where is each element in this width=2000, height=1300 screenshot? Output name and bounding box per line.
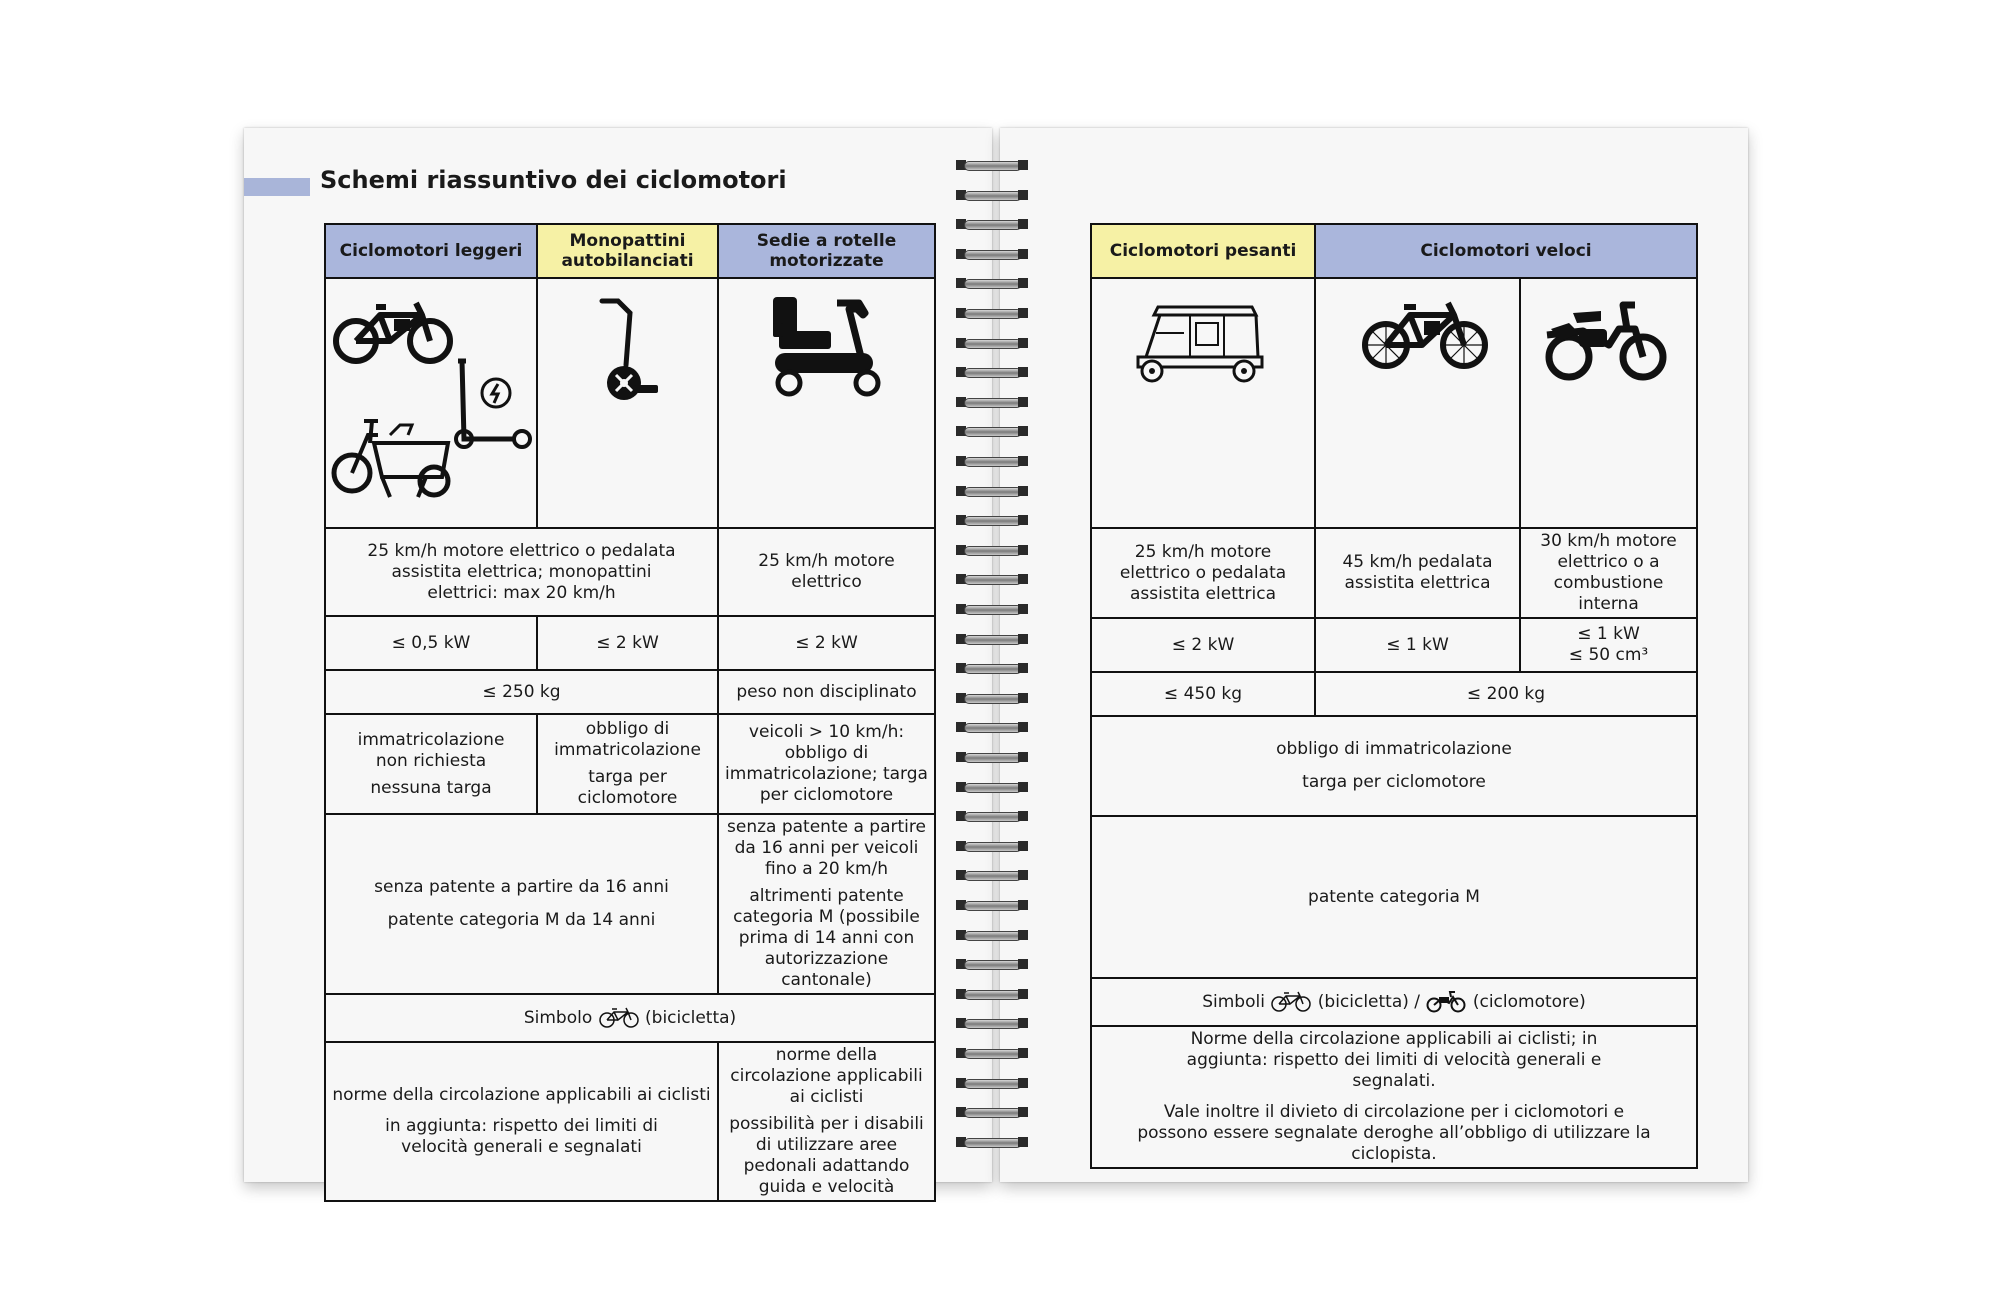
- weight-cell-leggeri: ≤ 250 kg: [325, 670, 718, 714]
- moped-caption: (ciclomotore): [1472, 992, 1586, 1012]
- bicycle-caption: (bicicletta) /: [1317, 992, 1421, 1012]
- spiral-coil: [954, 365, 1030, 379]
- spiral-coil: [954, 632, 1030, 646]
- spiral-coil: [954, 276, 1030, 290]
- spiral-coil: [954, 513, 1030, 527]
- license-text-1: senza patente a partire da 16 anni: [374, 877, 669, 897]
- registration-cell-sedie: veicoli > 10 km/h: obbligo di immatricolazione; targa per ciclomotore: [718, 714, 935, 814]
- spiral-coil: [954, 780, 1030, 794]
- license-cell-right: patente categoria M: [1091, 816, 1697, 978]
- plate-text: targa per ciclomotore: [1302, 772, 1486, 792]
- image-cell-sedie: [718, 278, 935, 528]
- spiral-coil: [954, 957, 1030, 971]
- rules-cell-sedie: [718, 1042, 935, 1201]
- symbols-label: Simboli: [1202, 992, 1265, 1012]
- spiral-coil: [954, 395, 1030, 409]
- rules-cell-leggeri: [325, 1042, 718, 1201]
- spiral-coil: [954, 158, 1030, 172]
- moped-icon: [1543, 301, 1669, 385]
- symbol-caption: (bicicletta): [645, 1008, 737, 1028]
- spiral-coil: [954, 868, 1030, 882]
- symbol-label: Simbolo: [523, 1008, 593, 1028]
- spiral-coil: [954, 898, 1030, 912]
- spiral-coil: [954, 750, 1030, 764]
- speed-cell-veloci-moped: 30 km/h motore elettrico o a combustione interna: [1520, 528, 1697, 618]
- page-title: Schemi riassuntivo dei ciclomotori: [320, 166, 787, 194]
- registration-cell-monopattini: [537, 714, 718, 814]
- registration-cell-leggeri: [325, 714, 537, 814]
- registration-text: obbligo di immatricolazione: [554, 719, 701, 760]
- symbol-cell-right: [1091, 978, 1697, 1026]
- cargo-bike-icon: [330, 415, 456, 503]
- header-sedie-a-rotelle: Sedie a rotelle motorizzate: [718, 224, 935, 278]
- spiral-coil: [954, 1076, 1030, 1090]
- spiral-coil: [954, 306, 1030, 320]
- spiral-binding: [954, 158, 1030, 1158]
- spiral-coil: [954, 1105, 1030, 1119]
- image-cell-monopattini: [537, 278, 718, 528]
- spiral-coil: [954, 1016, 1030, 1030]
- power-cell-veloci-moped: [1520, 618, 1697, 672]
- rules-text-2: Vale inoltre il divieto di circolazione per i ciclomotori e possono essere segnalate deroghe all’obbligo di utilizzare la ciclopista.: [1137, 1102, 1651, 1164]
- weight-cell-sedie: peso non disciplinato: [718, 670, 935, 714]
- image-cell-veloci-ebike: [1315, 278, 1520, 528]
- license-text-1: senza patente a partire da 16 anni per veicoli fino a 20 km/h: [727, 817, 926, 879]
- displacement-value: ≤ 50 cm³: [1568, 645, 1649, 665]
- spiral-coil: [954, 987, 1030, 1001]
- rules-text-1: norme della circolazione applicabili ai ciclisti: [730, 1045, 923, 1107]
- spiral-coil: [954, 1046, 1030, 1060]
- spiral-coil: [954, 188, 1030, 202]
- bicycle-symbol-icon: [598, 1007, 640, 1029]
- spiral-coil: [954, 720, 1030, 734]
- registration-cell-right: [1091, 716, 1697, 816]
- spiral-coil: [954, 572, 1030, 586]
- rules-text-2: in aggiunta: rispetto dei limiti di velocità generali e segnalati: [385, 1116, 658, 1157]
- spiral-coil: [954, 484, 1030, 498]
- mobility-scooter-icon: [769, 293, 889, 399]
- balancing-scooter-icon: [596, 295, 672, 403]
- power-cell-leggeri: ≤ 0,5 kW: [325, 616, 537, 670]
- speed-cell-sedie: 25 km/h motore elettrico: [718, 528, 935, 616]
- registration-text: immatricolazione non richiesta: [357, 729, 505, 771]
- spiral-coil: [954, 336, 1030, 350]
- spiral-coil: [954, 928, 1030, 942]
- header-monopattini: Monopattini autobilanciati: [537, 224, 718, 278]
- right-summary-table: [1090, 223, 1698, 1169]
- moped-symbol-icon: [1425, 991, 1467, 1013]
- rules-text-1: Norme della circolazione applicabili ai ciclisti; in aggiunta: rispetto dei limiti di velocità generali e segnalati.: [1186, 1029, 1602, 1091]
- spiral-coil: [954, 543, 1030, 557]
- image-cell-veloci-moped: [1520, 278, 1697, 528]
- spiral-coil: [954, 661, 1030, 675]
- spiral-coil: [954, 691, 1030, 705]
- tuk-tuk-icon: [1134, 299, 1266, 389]
- license-text-2: patente categoria M da 14 anni: [387, 910, 656, 930]
- speed-cell-pesanti: 25 km/h motore elettrico o pedalata assistita elettrica: [1091, 528, 1315, 618]
- header-ciclomotori-pesanti: Ciclomotori pesanti: [1091, 224, 1315, 278]
- left-summary-table: [324, 223, 936, 1202]
- e-bike-icon: [1362, 299, 1488, 371]
- image-cell-pesanti: [1091, 278, 1315, 528]
- spiral-coil: [954, 217, 1030, 231]
- power-cell-pesanti: ≤ 2 kW: [1091, 618, 1315, 672]
- title-accent-bar: [244, 178, 310, 196]
- power-value: ≤ 1 kW: [1577, 624, 1640, 644]
- bicycle-symbol-icon: [1270, 991, 1312, 1013]
- header-ciclomotori-leggeri: Ciclomotori leggeri: [325, 224, 537, 278]
- power-cell-veloci-ebike: ≤ 1 kW: [1315, 618, 1520, 672]
- symbol-cell-left: [325, 994, 935, 1042]
- license-text-2: altrimenti patente categoria M (possibile prima di 14 anni con autorizzazione cantonale): [733, 886, 920, 990]
- power-cell-monopattini: ≤ 2 kW: [537, 616, 718, 670]
- spiral-coil: [954, 809, 1030, 823]
- license-cell-leggeri: [325, 814, 718, 994]
- spiral-coil: [954, 839, 1030, 853]
- bicycle-icon: [330, 295, 458, 367]
- spiral-coil: [954, 454, 1030, 468]
- spiral-coil: [954, 247, 1030, 261]
- e-scooter-icon: [452, 357, 532, 449]
- spiral-coil: [954, 424, 1030, 438]
- plate-text: nessuna targa: [370, 777, 492, 798]
- spiral-coil: [954, 1135, 1030, 1149]
- rules-text-1: norme della circolazione applicabili ai ciclisti: [332, 1085, 711, 1105]
- license-cell-sedie: [718, 814, 935, 994]
- image-cell-leggeri: [325, 278, 537, 528]
- rules-cell-right: [1091, 1026, 1697, 1168]
- speed-cell-veloci-ebike: 45 km/h pedalata assistita elettrica: [1315, 528, 1520, 618]
- weight-cell-pesanti: ≤ 450 kg: [1091, 672, 1315, 716]
- registration-text: obbligo di immatricolazione: [1276, 739, 1512, 759]
- spiral-coil: [954, 602, 1030, 616]
- plate-text: targa per ciclomotore: [577, 767, 678, 808]
- power-cell-sedie: ≤ 2 kW: [718, 616, 935, 670]
- speed-cell-leggeri: 25 km/h motore elettrico o pedalata assistita elettrica; monopattini elettrici: max 20 km/h: [325, 528, 718, 616]
- header-ciclomotori-veloci: Ciclomotori veloci: [1315, 224, 1697, 278]
- weight-cell-veloci: ≤ 200 kg: [1315, 672, 1697, 716]
- rules-text-2: possibilità per i disabili di utilizzare aree pedonali adattando guida e velocità: [729, 1114, 924, 1197]
